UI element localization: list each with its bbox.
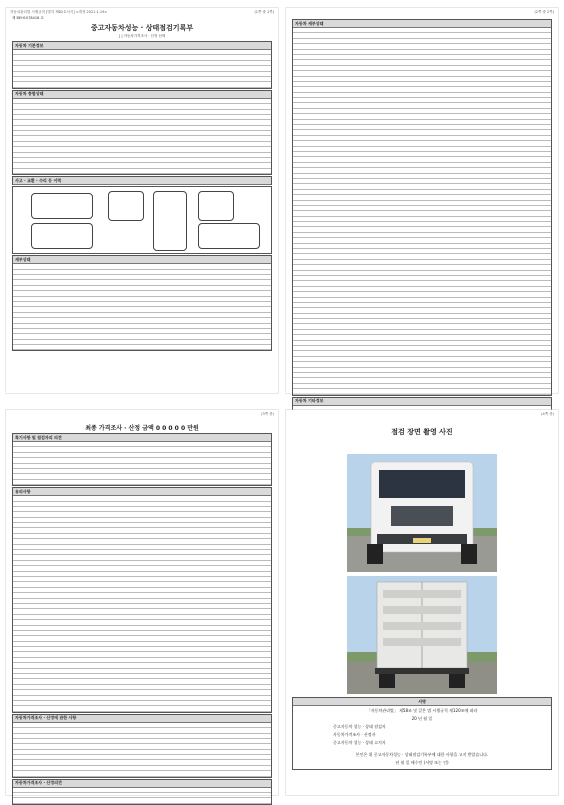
page-1-page-no: (1쪽 중 1쪽) xyxy=(254,10,274,14)
basic-info-section xyxy=(12,41,272,89)
accident-history-section xyxy=(12,176,272,185)
page-2-title: 자동차 세부상태 xyxy=(293,20,551,28)
notice-rows xyxy=(13,496,271,712)
signature-date: 20 년 월 일 xyxy=(411,716,433,721)
truck-front-image xyxy=(347,454,497,572)
detail-table xyxy=(292,19,552,396)
overall-status-title: 자동차 종합상태 xyxy=(13,91,271,99)
signature-footer-date: 년 월 일 매수인 (서명 또는 인) xyxy=(395,760,449,765)
page-1-title: 중고자동차성능 · 상태점검기록부 xyxy=(90,24,194,32)
accident-history-title: 사고 · 교환 · 수리 등 이력 xyxy=(13,177,271,185)
signature-statement: 「자동차관리법」 제58조 및 같은 법 시행규칙 제120조에 따라 xyxy=(366,708,478,713)
signer-inspector: 중고자동차 성능 · 상태 점검자 xyxy=(333,724,386,729)
signature-footer-note: 본인은 위 중고자동차성능 · 상태점검기록부에 대한 사항을 고지 받았습니다. xyxy=(355,752,489,757)
detail-status-section xyxy=(12,255,272,351)
final-price-label: 최종 가격조사 · 산정 금액 xyxy=(85,425,154,432)
overall-status-section xyxy=(12,90,272,175)
car-front xyxy=(108,191,144,221)
signature-heading: 서명 xyxy=(293,698,551,706)
page-4-page-no: (4쪽 중) xyxy=(541,412,554,416)
page-4-header xyxy=(286,410,558,417)
page-1-header-left: 자동차관리법 시행규칙 [별지 제82호서식] <개정 2021.1.19> xyxy=(10,10,108,14)
detail-table-rows xyxy=(293,28,551,395)
detail-status-title: 세부상태 xyxy=(13,256,271,264)
special-notes-rows xyxy=(13,442,271,485)
pricing-rows xyxy=(13,723,271,777)
final-price-amount: 0 0 0 0 0 만원 xyxy=(155,425,199,432)
page-4-title: 점검 장면 촬영 사진 xyxy=(391,428,453,436)
page-2 xyxy=(286,8,558,404)
truck-front-photo xyxy=(347,454,497,572)
page-3-header xyxy=(6,410,278,417)
signature-section xyxy=(292,697,552,770)
page-1-header xyxy=(6,8,278,15)
truck-rear-photo xyxy=(347,576,497,694)
car-underbody xyxy=(198,223,260,249)
notice-section xyxy=(12,487,272,713)
car-top xyxy=(153,191,187,251)
pricing-opinion-section xyxy=(12,779,272,805)
special-notes-title: 특기사항 및 점검자의 의견 xyxy=(13,434,271,442)
page-2-page-no: (2쪽 중 2쪽) xyxy=(534,10,554,14)
basic-info-title: 자동차 기본정보 xyxy=(13,42,271,50)
page-1-number: 제 BEH1078418 호 xyxy=(12,16,44,20)
page-1-subtitle: [ ] 자동차가격조사 · 산정 선택 xyxy=(118,34,166,38)
pricing-section xyxy=(12,714,272,778)
page-3-title xyxy=(6,423,278,432)
basic-info-rows xyxy=(13,50,271,88)
page-3 xyxy=(6,410,278,795)
pricing-opinion-rows xyxy=(13,788,271,804)
special-notes-section xyxy=(12,433,272,486)
pricing-opinion-title: 자동차가격조사 · 산정의견 xyxy=(13,780,271,788)
other-info-title: 자동차 기타정보 xyxy=(293,398,551,406)
overall-status-rows xyxy=(13,99,271,174)
pricing-title: 자동차가격조사 · 산정에 관한 사항 xyxy=(13,715,271,723)
page-3-page-no: (3쪽 중) xyxy=(261,412,274,416)
signer-notifier: 중고자동차 성능 · 상태 고지자 xyxy=(333,740,386,745)
car-side-right xyxy=(31,223,93,249)
car-diagram xyxy=(12,186,272,254)
car-side-left xyxy=(31,193,93,219)
car-rear xyxy=(198,191,234,221)
signer-pricer: 자동차가격조사 · 산정자 xyxy=(333,732,376,737)
truck-rear-image xyxy=(347,576,497,694)
page-1 xyxy=(6,8,278,393)
page-2-header xyxy=(286,8,558,15)
detail-status-rows xyxy=(13,264,271,350)
page-4 xyxy=(286,410,558,795)
notice-title: 유의사항 xyxy=(13,488,271,496)
